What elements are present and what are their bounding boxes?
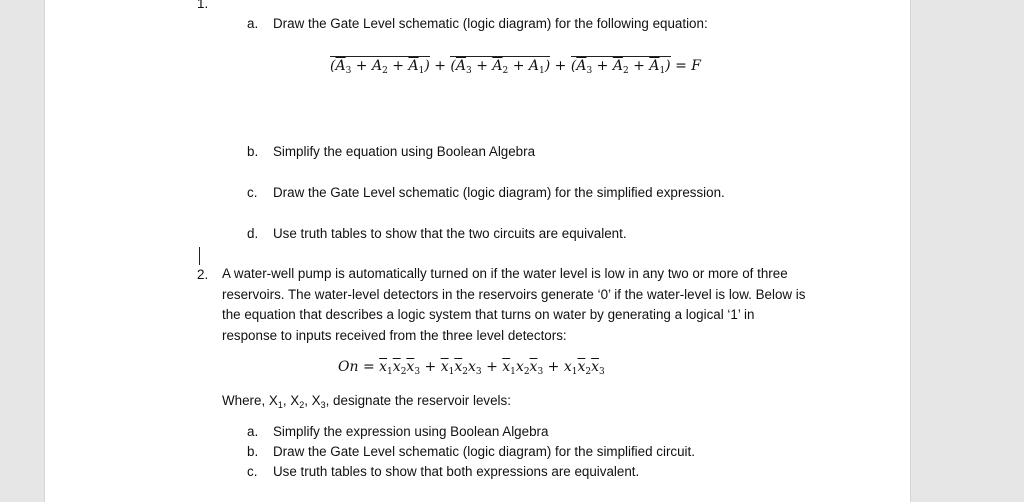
q1-c-marker: c. <box>247 185 258 200</box>
eq2-term-3: $\overline{x}_1x_2\overline{x}_3$ <box>502 359 544 377</box>
where-rest: , designate the reservoir levels: <box>325 393 511 408</box>
eq-term-2: $(\overline{A}_3 + \overline{A}_2 + A_1)$ <box>450 58 551 76</box>
q2-c-marker: c. <box>247 464 258 479</box>
q2-a-marker: a. <box>247 424 259 439</box>
q1-c-text: Draw the Gate Level schematic (logic diagram) for the simplified expression. <box>273 185 725 200</box>
q2-equation: $On = \overline{x}_1\overline{x}_2\overline{x}_3 + \overline{x}_1\overline{x}_2x_3 + \overline{x}_1x_2\overline{x}_3 + x_1\overline{x}_2\overline{x}_3$ <box>338 359 605 377</box>
where-prefix: Where, X <box>222 393 278 408</box>
eq2-term-4: $x_1\overline{x}_2\overline{x}_3$ <box>563 359 605 377</box>
q1-d-marker: d. <box>247 226 259 241</box>
q2-c-text: Use truth tables to show that both expressions are equivalent. <box>273 464 640 479</box>
eq-plus-1: + <box>434 58 446 74</box>
eq2-lhs: On <box>338 359 359 375</box>
q1-b-text: Simplify the equation using Boolean Algebra <box>273 144 536 159</box>
eq-rhs: = F <box>675 58 701 74</box>
eq-term-3: $(\overline{A}_3 + \overline{A}_2 + \overline{A}_1)$ <box>570 58 671 76</box>
q2-where-line: Where, $X_1$, $X_2$, $X_3$, designate the reservoir levels: <box>222 393 511 410</box>
q2-a-text: Simplify the expression using Boolean Algebra <box>273 424 549 439</box>
eq2-term-2: $\overline{x}_1\overline{x}_2x_3$ <box>440 359 482 377</box>
q1-b-marker: b. <box>247 144 259 159</box>
q2-b-text: Draw the Gate Level schematic (logic diagram) for the simplified circuit. <box>273 444 695 459</box>
question-2-number: 2. <box>197 267 209 282</box>
eq2-term-1: $\overline{x}_1\overline{x}_2\overline{x}_3$ <box>379 359 421 377</box>
q1-d-text: Use truth tables to show that the two circuits are equivalent. <box>273 226 627 241</box>
q1-equation <box>330 58 701 74</box>
q1-a-marker: a. <box>247 16 259 31</box>
q1-a-text: Draw the Gate Level schematic (logic diagram) for the following equation: <box>273 16 708 31</box>
text-cursor <box>199 247 200 265</box>
question-1-number: 1. <box>197 0 209 11</box>
q2-b-marker: b. <box>247 444 259 459</box>
q2-paragraph: A water-well pump is automatically turned on if the water level is low in any two or more of three reservoirs. The water-level detectors in the reservoirs generate ‘0’ if the water-level is low. Below is the equation that describes a logic system that turns on water by generating a logical ‘1’ in response to inputs received from the three level detectors: <box>222 266 806 343</box>
eq2-equals: = <box>362 359 375 375</box>
eq-term-1: $(\overline{A}_3 + A_2 + \overline{A}_1)$ <box>330 58 430 76</box>
eq-plus-2: + <box>554 58 567 74</box>
